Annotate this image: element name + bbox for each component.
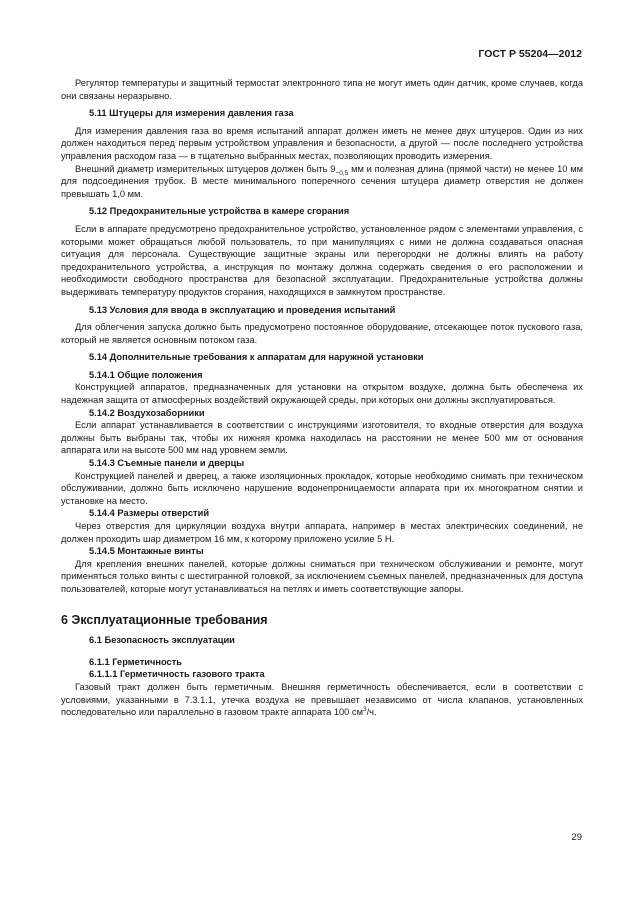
- text-span: мм и полезная длина (прямой части) не менее 10 мм для подсоединения трубок. В месте минимального поперечного сечения штуцера диаметр отверстия не должен превышать 1,0 мм.: [61, 163, 583, 199]
- clause-heading-5-14-5: 5.14.5 Монтажные винты: [89, 546, 204, 557]
- paragraph: Конструкцией панелей и дверец, а также изоляционных прокладок, которые необходимо снимать при техническом обслуживании, должно быть исключено нарушение водонепроницаемости аппарата при их многократном снятии и установке на место.: [61, 470, 583, 506]
- text-span: Газовый тракт должен быть герметичным. Внешняя герметичность обеспечивается, если в соответствии с условиями, указанными в 7.3.1.1, утечка воздуха не превышает независимо от числа клапанов, установленных последовательно или параллельно в газовом тракте аппарата 100 см: [61, 681, 583, 718]
- paragraph: Для измерения давления газа во время испытаний аппарат должен иметь не менее двух штуцеров. Один из них должен находиться перед первым устройством управления и безопасности, а другой — после последнего устройства управления расходом газа — в тщательно выбранных местах, позволяющих проводить измерения.: [61, 125, 583, 161]
- tolerance-subscript: −0,5: [335, 169, 349, 177]
- paragraph: Если в аппарате предусмотрено предохранительное устройство, установленное рядом с элементами управления, с которыми может обращаться любой пользователь, то при манипуляциях с ними не должна создаваться опасная ситуация для персонала. Существующие защитные экраны или перегородки не должны влиять на работу предохранительного устройства, а инструкция по монтажу должна содержать сведения о его расположении и необходимости свободного пространства для безопасной эксплуатации. Предохранительные устройства должны выдерживать температуру продуктов сгорания, находящихся в замкнутом пространстве.: [61, 223, 583, 297]
- clause-heading-5-14-4: 5.14.4 Размеры отверстий: [89, 508, 210, 519]
- text-span: /ч.: [366, 707, 377, 718]
- paragraph: Для облегчения запуска должно быть предусмотрено постоянное оборудование, отсекающее поток пускового газа, который не является основным потоком газа.: [61, 322, 583, 345]
- paragraph-with-superscript: [61, 681, 583, 719]
- paragraph: Если аппарат устанавливается в соответствии с инструкциями изготовителя, то входные отверстия для воздуха должны быть выбраны так, чтобы их нижняя кромка находилась на расстоянии не менее 500 мм от основания аппарата или на высоте 500 мм над уровнем земли.: [61, 420, 583, 456]
- paragraph: Конструкцией аппаратов, предназначенных для установки на открытом воздухе, должна быть обеспечена их надежная защита от атмосферных воздействий окружающей среды, при которых они должны эксплуатироваться.: [61, 382, 583, 406]
- paragraph: Для крепления внешних панелей, которые должны сниматься при техническом обслуживании и ремонте, могут применяться только винты с шестигранной головкой, за исключением съемных панелей, предназначенных для доступа пользователей, которые могут устанавливаться на петлях и иметь соответствующие запоры.: [61, 558, 583, 594]
- text-span: Внешний диаметр измерительных штуцеров должен быть 9: [75, 163, 336, 174]
- clause-heading-5-12: 5.12 Предохранительные устройства в камере сгорания: [89, 206, 350, 217]
- paragraph: Через отверстия для циркуляции воздуха внутри аппарата, например в местах электрических соединений, не должен проходить шар диаметром 16 мм, к которому приложено усилие 5 Н.: [61, 521, 583, 544]
- document-body: [61, 77, 583, 719]
- paragraph: Регулятор температуры и защитный термостат электронного типа не могут иметь один датчик, кроме случаев, когда они связаны неразрывно.: [61, 78, 583, 101]
- section-heading-6: 6 Эксплуатационные требования: [61, 612, 268, 627]
- clause-heading-6-1-1: 6.1.1 Герметичность: [89, 656, 182, 667]
- page-number: 29: [571, 832, 582, 843]
- clause-heading-5-11: 5.11 Штуцеры для измерения давления газа: [89, 108, 294, 119]
- clause-heading-6-1: 6.1 Безопасность эксплуатации: [89, 635, 235, 646]
- clause-heading-5-14-2: 5.14.2 Воздухозаборники: [89, 407, 205, 418]
- paragraph-with-subscript: [61, 163, 583, 201]
- clause-heading-5-14-3: 5.14.3 Съемные панели и дверцы: [89, 458, 245, 469]
- clause-heading-5-13: 5.13 Условия для ввода в эксплуатацию и проведения испытаний: [89, 304, 396, 315]
- document-id-header: ГОСТ Р 55204—2012: [478, 48, 582, 60]
- clause-heading-6-1-1-1: 6.1.1.1 Герметичность газового тракта: [89, 669, 265, 680]
- clause-heading-5-14-1: 5.14.1 Общие положения: [89, 369, 203, 380]
- clause-heading-5-14: 5.14 Дополнительные требования к аппаратам для наружной установки: [89, 352, 424, 363]
- unit-superscript: 3: [362, 706, 367, 714]
